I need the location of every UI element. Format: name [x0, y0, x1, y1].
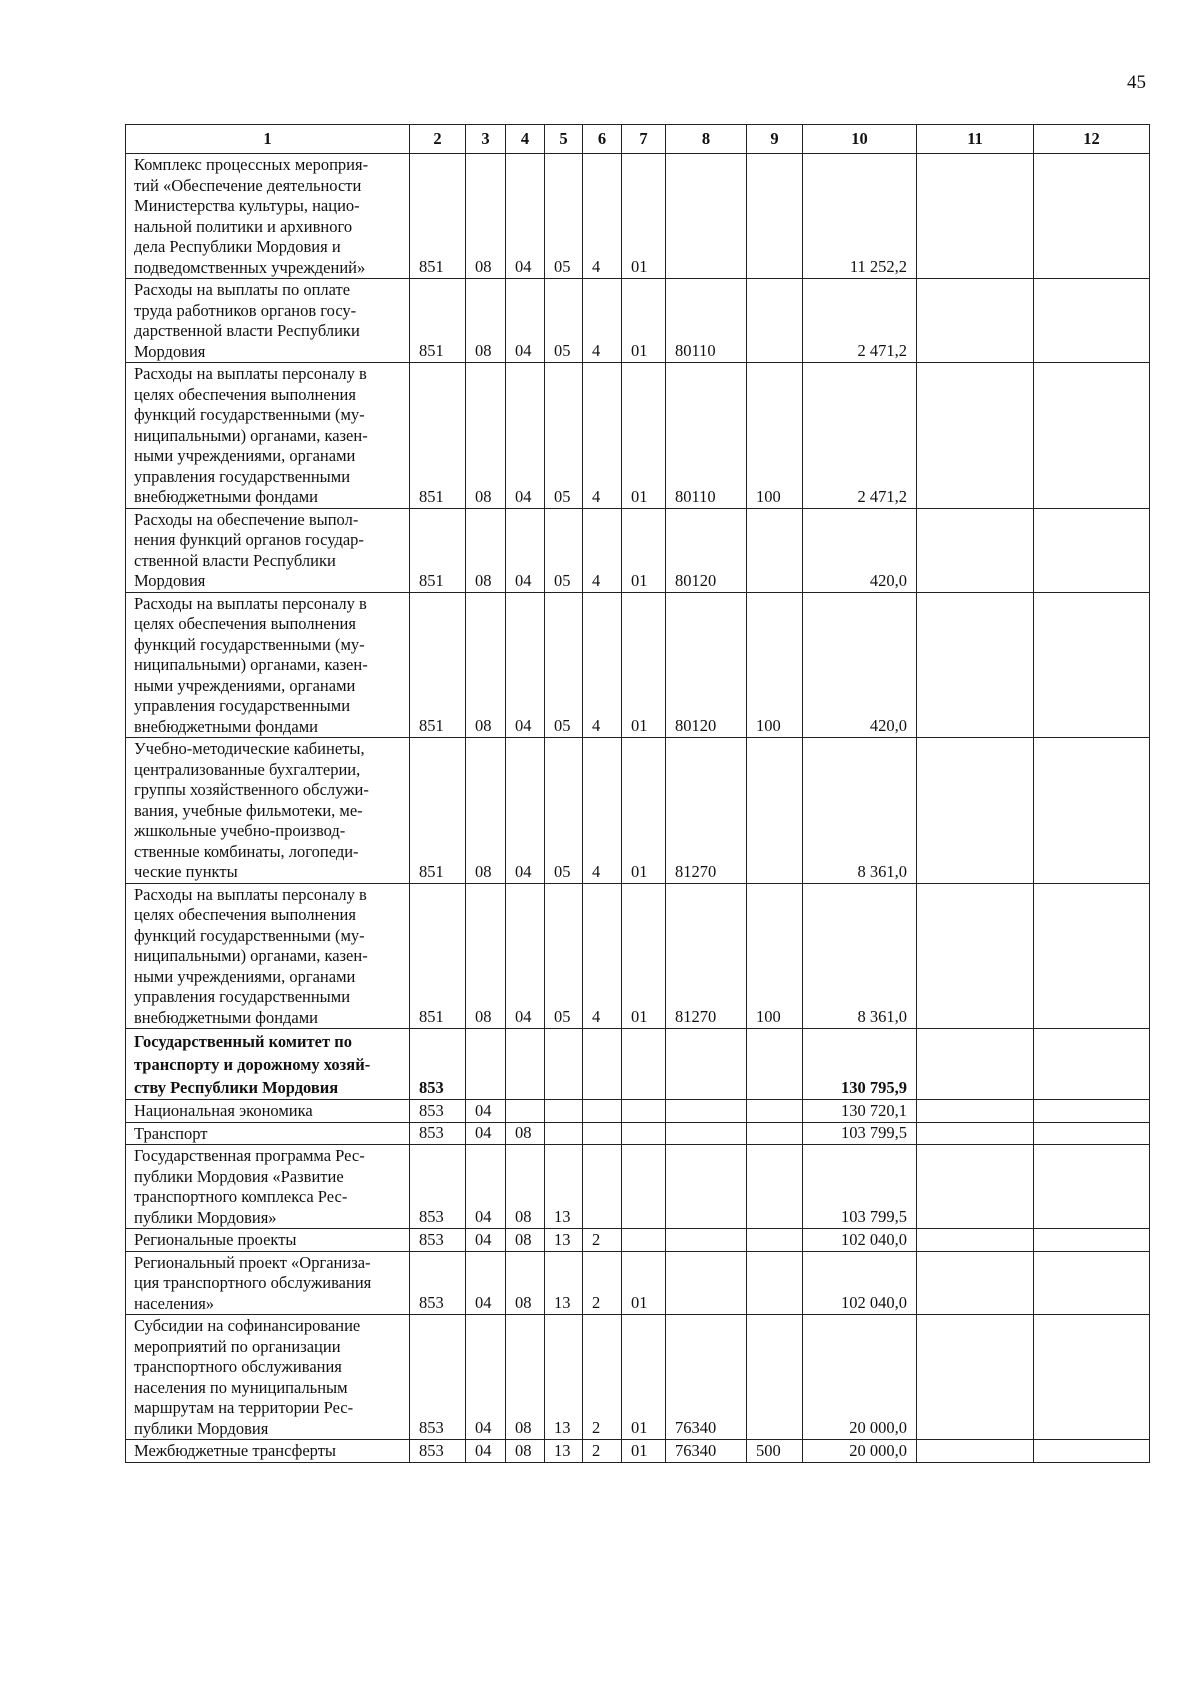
- row-name-line: труда работников органов госу-: [134, 300, 357, 320]
- row-name-line: группы хозяйственного обслужи-: [134, 780, 369, 799]
- row-name-line: Государственная программа Рес-: [134, 1146, 365, 1165]
- header-cell: 6: [583, 125, 622, 154]
- row-name-line: Министерства культуры, нацио-: [134, 196, 360, 215]
- cell-c2: 851: [410, 363, 466, 509]
- cell-c7: [622, 1029, 666, 1100]
- cell-c5: 05: [545, 508, 583, 592]
- cell-c6: 2: [583, 1229, 622, 1252]
- cell-c4: 04: [506, 363, 545, 509]
- cell-c4: 04: [506, 154, 545, 279]
- cell-c2: 851: [410, 883, 466, 1029]
- cell-c12: [1034, 1145, 1150, 1229]
- cell-c11: [917, 1100, 1034, 1123]
- row-name-line: внебюджетными фондами: [134, 716, 319, 736]
- cell-c9: [747, 738, 803, 884]
- row-name-cell: [126, 1122, 410, 1145]
- cell-c7: 01: [622, 508, 666, 592]
- cell-c11: [917, 1229, 1034, 1252]
- row-name-line: Транспорт: [134, 1123, 208, 1143]
- table-row: [126, 1440, 1150, 1463]
- cell-c10: 8 361,0: [803, 883, 917, 1029]
- table-row: [126, 883, 1150, 1029]
- page-number: 45: [1127, 72, 1146, 93]
- row-name-line: мероприятий по организации: [134, 1336, 341, 1356]
- table-row: [126, 154, 1150, 279]
- cell-c10: 420,0: [803, 508, 917, 592]
- cell-c8: 80120: [666, 508, 747, 592]
- cell-c4: 04: [506, 738, 545, 884]
- header-cell: 4: [506, 125, 545, 154]
- cell-c12: [1034, 592, 1150, 738]
- cell-c11: [917, 1440, 1034, 1463]
- cell-c5: 13: [545, 1229, 583, 1252]
- row-name-line: Региональный проект «Организа-: [134, 1252, 371, 1272]
- table-row: [126, 738, 1150, 884]
- header-cell: 7: [622, 125, 666, 154]
- row-name-cell: [126, 1315, 410, 1440]
- cell-c12: [1034, 1315, 1150, 1440]
- row-name-line: дела Республики Мордовия и: [134, 237, 341, 256]
- cell-c10: 2 471,2: [803, 279, 917, 363]
- row-name-cell: [126, 279, 410, 363]
- cell-c7: 01: [622, 883, 666, 1029]
- cell-c8: [666, 1145, 747, 1229]
- cell-c6: [583, 1122, 622, 1145]
- row-name-line: целях обеспечения выполнения: [134, 614, 356, 633]
- row-name-line: внебюджетными фондами: [134, 487, 319, 506]
- cell-c12: [1034, 1029, 1150, 1100]
- row-name-line: тий «Обеспечение деятельности: [134, 175, 362, 195]
- cell-c2: 853: [410, 1315, 466, 1440]
- row-name-line: нения функций органов государ-: [134, 530, 364, 549]
- cell-c8: 81270: [666, 883, 747, 1029]
- cell-c2: 851: [410, 279, 466, 363]
- cell-c5: [545, 1122, 583, 1145]
- cell-c7: [622, 1145, 666, 1229]
- cell-c9: [747, 1029, 803, 1100]
- row-name-line: ческие пункты: [134, 862, 238, 881]
- row-name-cell: [126, 508, 410, 592]
- row-name-line: публики Мордовия: [134, 1418, 269, 1438]
- cell-c4: 04: [506, 883, 545, 1029]
- cell-c11: [917, 508, 1034, 592]
- row-name-line: нальной политики и архивного: [134, 216, 353, 236]
- row-name-line: населения по муниципальным: [134, 1377, 348, 1397]
- cell-c12: [1034, 1100, 1150, 1123]
- cell-c10: 20 000,0: [803, 1440, 917, 1463]
- cell-c2: 851: [410, 738, 466, 884]
- cell-c3: 08: [466, 738, 506, 884]
- table-row: [126, 508, 1150, 592]
- cell-c10: 420,0: [803, 592, 917, 738]
- cell-c7: 01: [622, 1440, 666, 1463]
- cell-c11: [917, 738, 1034, 884]
- row-name-line: населения»: [134, 1293, 215, 1313]
- cell-c12: [1034, 363, 1150, 509]
- row-name-line: Расходы на выплаты персоналу в: [134, 364, 367, 383]
- cell-c10: 130 720,1: [803, 1100, 917, 1123]
- cell-c2: 853: [410, 1122, 466, 1145]
- cell-c9: [747, 1145, 803, 1229]
- cell-c3: 04: [466, 1251, 506, 1315]
- row-name-line: Мордовия: [134, 571, 206, 590]
- cell-c6: 2: [583, 1251, 622, 1315]
- cell-c8: [666, 1100, 747, 1123]
- cell-c11: [917, 592, 1034, 738]
- cell-c5: 13: [545, 1145, 583, 1229]
- table-row: [126, 1315, 1150, 1440]
- header-cell: 1: [126, 125, 410, 154]
- cell-c4: 08: [506, 1229, 545, 1252]
- cell-c4: 04: [506, 279, 545, 363]
- cell-c8: [666, 1029, 747, 1100]
- table-row: [126, 279, 1150, 363]
- budget-table: [125, 124, 1150, 1463]
- row-name-line: Мордовия: [134, 341, 206, 361]
- row-name-line: ными учреждениями, органами: [134, 675, 356, 695]
- cell-c11: [917, 1122, 1034, 1145]
- cell-c10: 2 471,2: [803, 363, 917, 509]
- cell-c4: 08: [506, 1145, 545, 1229]
- cell-c9: [747, 1100, 803, 1123]
- cell-c7: 01: [622, 363, 666, 509]
- row-name-line: ниципальными) органами, казен-: [134, 946, 368, 965]
- cell-c10: 130 795,9: [803, 1029, 917, 1100]
- cell-c11: [917, 154, 1034, 279]
- row-name-cell: [126, 1440, 410, 1463]
- row-name-line: ству Республики Мордовия: [134, 1078, 339, 1097]
- row-name-line: функций государственными (му-: [134, 925, 365, 945]
- cell-c8: 81270: [666, 738, 747, 884]
- header-cell: 2: [410, 125, 466, 154]
- cell-c9: [747, 508, 803, 592]
- cell-c10: 102 040,0: [803, 1229, 917, 1252]
- cell-c9: 100: [747, 363, 803, 509]
- cell-c9: 100: [747, 883, 803, 1029]
- cell-c5: 05: [545, 154, 583, 279]
- cell-c11: [917, 1145, 1034, 1229]
- row-name-cell: [126, 883, 410, 1029]
- row-name-line: управления государственными: [134, 696, 351, 715]
- cell-c7: 01: [622, 1315, 666, 1440]
- cell-c7: 01: [622, 279, 666, 363]
- cell-c2: 851: [410, 592, 466, 738]
- cell-c3: 04: [466, 1145, 506, 1229]
- cell-c10: 20 000,0: [803, 1315, 917, 1440]
- cell-c6: 2: [583, 1440, 622, 1463]
- row-name-line: функций государственными (му-: [134, 405, 365, 424]
- cell-c10: 11 252,2: [803, 154, 917, 279]
- cell-c2: 853: [410, 1229, 466, 1252]
- row-name-line: управления государственными: [134, 466, 351, 486]
- cell-c8: 76340: [666, 1315, 747, 1440]
- cell-c11: [917, 279, 1034, 363]
- cell-c12: [1034, 883, 1150, 1029]
- cell-c9: [747, 1122, 803, 1145]
- cell-c6: 4: [583, 883, 622, 1029]
- row-name-line: Государственный комитет по: [134, 1032, 352, 1051]
- row-name-line: подведомственных учреждений»: [134, 257, 366, 277]
- cell-c7: 01: [622, 738, 666, 884]
- cell-c3: [466, 1029, 506, 1100]
- row-name-line: Комплекс процессных мероприя-: [134, 155, 369, 174]
- cell-c9: [747, 1229, 803, 1252]
- cell-c6: 2: [583, 1315, 622, 1440]
- cell-c7: [622, 1229, 666, 1252]
- cell-c3: 04: [466, 1122, 506, 1145]
- header-cell: 8: [666, 125, 747, 154]
- row-name-line: Расходы на выплаты по оплате: [134, 280, 351, 299]
- row-name-cell: [126, 1251, 410, 1315]
- cell-c6: [583, 1029, 622, 1100]
- table-row: [126, 1145, 1150, 1229]
- cell-c6: [583, 1100, 622, 1123]
- row-name-line: Национальная экономика: [134, 1101, 313, 1120]
- cell-c3: 08: [466, 508, 506, 592]
- cell-c9: [747, 1251, 803, 1315]
- cell-c10: 102 040,0: [803, 1251, 917, 1315]
- cell-c4: 04: [506, 508, 545, 592]
- cell-c4: 08: [506, 1251, 545, 1315]
- row-name-line: Расходы на обеспечение выпол-: [134, 509, 359, 529]
- cell-c2: 853: [410, 1251, 466, 1315]
- cell-c11: [917, 1315, 1034, 1440]
- row-name-line: ция транспортного обслуживания: [134, 1273, 372, 1292]
- cell-c7: 01: [622, 592, 666, 738]
- row-name-line: управления государственными: [134, 987, 351, 1006]
- row-name-line: Региональные проекты: [134, 1230, 297, 1249]
- cell-c2: 851: [410, 154, 466, 279]
- row-name-line: Расходы на выплаты персоналу в: [134, 884, 367, 904]
- table-row: [126, 1100, 1150, 1123]
- row-name-cell: [126, 1145, 410, 1229]
- row-name-cell: [126, 592, 410, 738]
- header-cell: 11: [917, 125, 1034, 154]
- cell-c8: 80120: [666, 592, 747, 738]
- row-name-line: Расходы на выплаты персоналу в: [134, 593, 367, 613]
- cell-c2: 853: [410, 1440, 466, 1463]
- row-name-line: транспортного комплекса Рес-: [134, 1187, 348, 1206]
- cell-c8: [666, 154, 747, 279]
- cell-c5: 05: [545, 738, 583, 884]
- table-row: [126, 1122, 1150, 1145]
- table-row: [126, 1229, 1150, 1252]
- cell-c7: 01: [622, 154, 666, 279]
- cell-c9: [747, 1315, 803, 1440]
- cell-c7: [622, 1122, 666, 1145]
- cell-c5: 05: [545, 883, 583, 1029]
- row-name-line: ственной власти Республики: [134, 550, 336, 570]
- cell-c8: [666, 1251, 747, 1315]
- cell-c12: [1034, 1229, 1150, 1252]
- header-cell: 12: [1034, 125, 1150, 154]
- row-name-line: функций государственными (му-: [134, 634, 365, 654]
- row-name-line: транспортного обслуживания: [134, 1357, 342, 1376]
- row-name-line: ниципальными) органами, казен-: [134, 425, 368, 445]
- cell-c8: 76340: [666, 1440, 747, 1463]
- cell-c9: [747, 279, 803, 363]
- cell-c7: 01: [622, 1251, 666, 1315]
- cell-c5: 13: [545, 1251, 583, 1315]
- row-name-line: Учебно-методические кабинеты,: [134, 739, 365, 758]
- table-row: [126, 363, 1150, 509]
- row-name-line: маршрутам на территории Рес-: [134, 1398, 354, 1417]
- table-row: [126, 592, 1150, 738]
- row-name-line: целях обеспечения выполнения: [134, 905, 356, 924]
- header-cell: 5: [545, 125, 583, 154]
- row-name-line: ными учреждениями, органами: [134, 966, 356, 986]
- row-name-line: вания, учебные фильмотеки, ме-: [134, 800, 363, 820]
- row-name-line: Межбюджетные трансферты: [134, 1441, 337, 1460]
- cell-c3: 04: [466, 1315, 506, 1440]
- row-name-line: публики Мордовия»: [134, 1207, 277, 1227]
- header-row: [126, 125, 1150, 154]
- cell-c10: 103 799,5: [803, 1145, 917, 1229]
- cell-c3: 04: [466, 1229, 506, 1252]
- cell-c6: 4: [583, 508, 622, 592]
- cell-c4: [506, 1100, 545, 1123]
- table-row: [126, 1251, 1150, 1315]
- row-name-line: дарственной власти Республики: [134, 321, 360, 340]
- row-name-cell: [126, 738, 410, 884]
- cell-c4: 08: [506, 1315, 545, 1440]
- cell-c3: 08: [466, 592, 506, 738]
- row-name-cell: [126, 154, 410, 279]
- cell-c2: 853: [410, 1145, 466, 1229]
- row-name-cell: [126, 363, 410, 509]
- cell-c2: 853: [410, 1029, 466, 1100]
- cell-c4: [506, 1029, 545, 1100]
- row-name-line: жшкольные учебно-производ-: [134, 821, 346, 840]
- cell-c3: 04: [466, 1440, 506, 1463]
- cell-c2: 851: [410, 508, 466, 592]
- header-cell: 3: [466, 125, 506, 154]
- cell-c8: 80110: [666, 363, 747, 509]
- row-name-line: публики Мордовия «Развитие: [134, 1166, 344, 1186]
- cell-c3: 08: [466, 883, 506, 1029]
- row-name-cell: [126, 1229, 410, 1252]
- row-name-line: ственные комбинаты, логопеди-: [134, 841, 359, 861]
- cell-c5: 05: [545, 363, 583, 509]
- cell-c3: 04: [466, 1100, 506, 1123]
- cell-c8: 80110: [666, 279, 747, 363]
- cell-c3: 08: [466, 363, 506, 509]
- cell-c9: [747, 154, 803, 279]
- row-name-line: Субсидии на софинансирование: [134, 1316, 361, 1335]
- row-name-cell: [126, 1100, 410, 1123]
- cell-c9: 100: [747, 592, 803, 738]
- cell-c11: [917, 1251, 1034, 1315]
- header-cell: 9: [747, 125, 803, 154]
- cell-c4: 08: [506, 1440, 545, 1463]
- cell-c8: [666, 1229, 747, 1252]
- cell-c12: [1034, 154, 1150, 279]
- cell-c11: [917, 883, 1034, 1029]
- row-name-line: целях обеспечения выполнения: [134, 384, 356, 404]
- cell-c12: [1034, 1122, 1150, 1145]
- cell-c5: [545, 1100, 583, 1123]
- cell-c3: 08: [466, 154, 506, 279]
- cell-c6: 4: [583, 154, 622, 279]
- cell-c6: [583, 1145, 622, 1229]
- row-name-line: централизованные бухгалтерии,: [134, 759, 361, 779]
- cell-c7: [622, 1100, 666, 1123]
- cell-c12: [1034, 1440, 1150, 1463]
- cell-c4: 08: [506, 1122, 545, 1145]
- cell-c6: 4: [583, 279, 622, 363]
- row-name-line: внебюджетными фондами: [134, 1007, 319, 1027]
- cell-c5: 13: [545, 1440, 583, 1463]
- cell-c10: 103 799,5: [803, 1122, 917, 1145]
- cell-c12: [1034, 738, 1150, 884]
- cell-c5: 05: [545, 279, 583, 363]
- cell-c5: 13: [545, 1315, 583, 1440]
- cell-c12: [1034, 508, 1150, 592]
- cell-c6: 4: [583, 738, 622, 884]
- row-name-cell: [126, 1029, 410, 1100]
- cell-c4: 04: [506, 592, 545, 738]
- cell-c12: [1034, 279, 1150, 363]
- table-row: [126, 1029, 1150, 1100]
- cell-c12: [1034, 1251, 1150, 1315]
- cell-c10: 8 361,0: [803, 738, 917, 884]
- cell-c8: [666, 1122, 747, 1145]
- cell-c5: 05: [545, 592, 583, 738]
- row-name-line: ниципальными) органами, казен-: [134, 655, 368, 674]
- table-body: [126, 154, 1150, 1463]
- cell-c2: 853: [410, 1100, 466, 1123]
- row-name-line: ными учреждениями, органами: [134, 446, 356, 465]
- header-cell: 10: [803, 125, 917, 154]
- row-name-line: транспорту и дорожному хозяй-: [134, 1055, 371, 1074]
- cell-c6: 4: [583, 592, 622, 738]
- cell-c6: 4: [583, 363, 622, 509]
- cell-c11: [917, 363, 1034, 509]
- cell-c9: 500: [747, 1440, 803, 1463]
- cell-c11: [917, 1029, 1034, 1100]
- cell-c5: [545, 1029, 583, 1100]
- cell-c3: 08: [466, 279, 506, 363]
